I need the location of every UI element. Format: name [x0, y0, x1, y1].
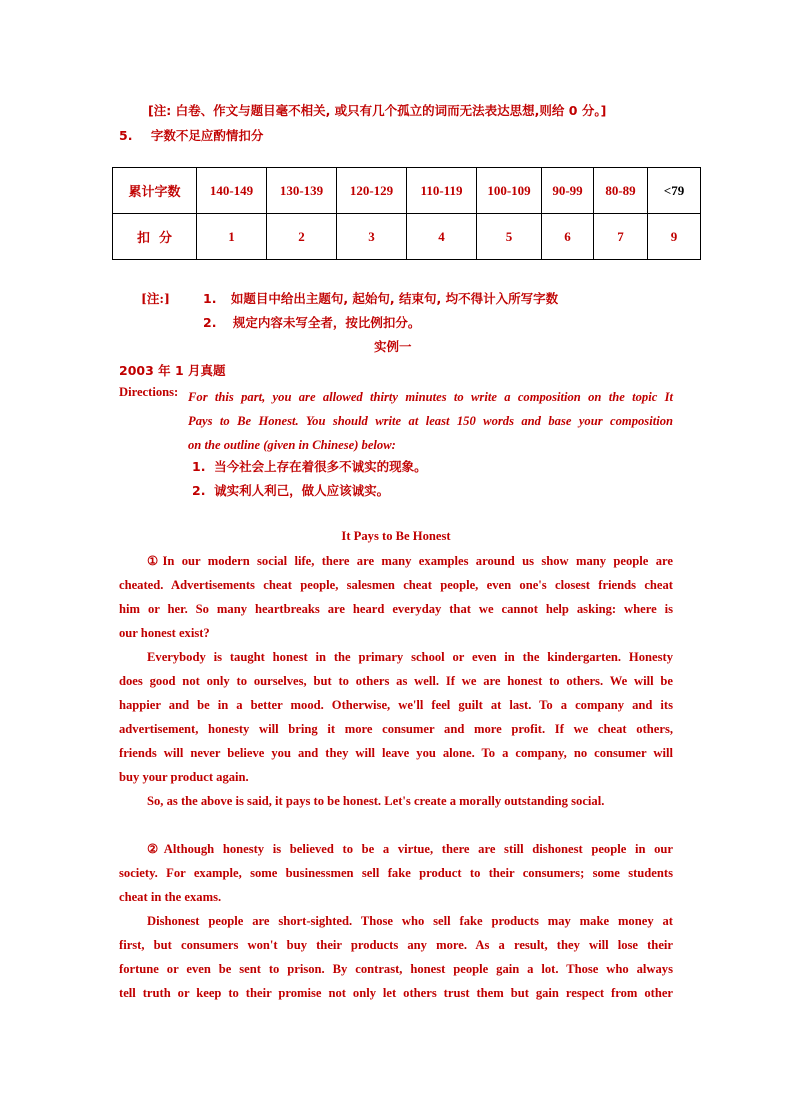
deduction-cell: 3 [337, 214, 407, 260]
essay-line: society. For example, some businessmen sell fake product to their consumers; some students [119, 866, 673, 880]
essay-line: cheat in the exams. [119, 890, 222, 904]
directions-label: Directions: [119, 385, 179, 399]
range-cell: 120-129 [337, 168, 407, 214]
deduction-cell: 6 [542, 214, 594, 260]
note-item-2 [203, 313, 420, 331]
note-item-text: 规定内容未写全者，按比例扣分。 [232, 315, 421, 330]
note-item-1 [203, 289, 558, 307]
outline-item-1: 1. 当今社会上存在着很多不诚实的现象。 [192, 459, 427, 474]
essay-line: Dishonest people are short-sighted. Those who sell fake products may make money at [147, 914, 673, 928]
essay-line: him or her. So many heartbreaks are heard everyday that we cannot help asking: where is [119, 602, 673, 616]
essay-line: does good not only to ourselves, but to others as well. If we are honest to others. We will be [119, 674, 673, 688]
deduction-cell: 4 [407, 214, 477, 260]
exam-date: 2003 年 1 月真题 [119, 363, 226, 378]
note-label: [注:] [141, 291, 170, 306]
range-cell: 90-99 [542, 168, 594, 214]
note-item-text: 如题目中给出主题句, 起始句, 结束句, 均不得计入所写字数 [230, 291, 559, 306]
range-cell: 140-149 [197, 168, 267, 214]
item-5-text: 字数不足应酌情扣分 [150, 128, 264, 143]
directions-line: on the outline (given in Chinese) below: [188, 438, 396, 452]
essay-line: cheated. Advertisements cheat people, salesmen cheat people, even one's closest friends cheat [119, 578, 673, 592]
note-item-number: 2. [203, 315, 217, 330]
essay-line: our honest exist? [119, 626, 210, 640]
table-row [113, 168, 701, 214]
word-count-header: 累计字数 [113, 168, 197, 214]
essay-line: happier and be in a better mood. Otherwise, we'll feel guilt at last. To a company and its [119, 698, 673, 712]
range-cell: 100-109 [477, 168, 542, 214]
essay-line: first, but consumers won't buy their products any more. As a result, they will lose their [119, 938, 673, 952]
blank-paper-note: [注: 白卷、作文与题目毫不相关, 或只有几个孤立的词而无法表达思想,则给 0 分。] [148, 103, 607, 118]
essay-line: fortune or even be sent to prison. By contrast, honest people gain a lot. Those who always [119, 962, 673, 976]
range-cell: 80-89 [594, 168, 648, 214]
essay-line: ①In our modern social life, there are many examples around us show many people are [147, 554, 673, 568]
essay-line: ②Although honesty is believed to be a virtue, there are still dishonest people in our [147, 842, 673, 856]
range-cell: 130-139 [267, 168, 337, 214]
deduction-cell: 2 [267, 214, 337, 260]
item-5-number: 5. [119, 128, 133, 143]
directions-line: Pays to Be Honest. You should write at least 150 words and base your composition [188, 414, 673, 428]
essay-line: friends will never believe you and they will leave you alone. To a company, no consumer will [119, 746, 673, 760]
essay-line: tell truth or keep to their promise not only let others trust them but gain respect from other [119, 986, 673, 1000]
range-cell: <79 [648, 168, 701, 214]
essay-title: It Pays to Be Honest [341, 529, 451, 543]
note-item-number: 1. [203, 291, 217, 306]
range-cell: 110-119 [407, 168, 477, 214]
directions-line: For this part, you are allowed thirty minutes to write a composition on the topic It [188, 390, 673, 404]
example-title: 实例一 [374, 339, 412, 354]
deduction-table [112, 167, 701, 260]
essay-line: So, as the above is said, it pays to be honest. Let's create a morally outstanding social. [147, 794, 605, 808]
deduction-cell: 5 [477, 214, 542, 260]
outline-item-2: 2. 诚实利人利己，做人应该诚实。 [192, 483, 390, 498]
essay-line: Everybody is taught honest in the primary school or even in the kindergarten. Honesty [147, 650, 673, 664]
item-5 [119, 126, 263, 144]
essay-line: advertisement, honesty will bring it more consumer and more profit. If we cheat others, [119, 722, 673, 736]
directions-text [188, 385, 673, 457]
deduction-cell: 7 [594, 214, 648, 260]
essay-line: buy your product again. [119, 770, 249, 784]
table-row [113, 214, 701, 260]
deduction-header: 扣 分 [113, 214, 197, 260]
deduction-cell: 1 [197, 214, 267, 260]
deduction-cell: 9 [648, 214, 701, 260]
